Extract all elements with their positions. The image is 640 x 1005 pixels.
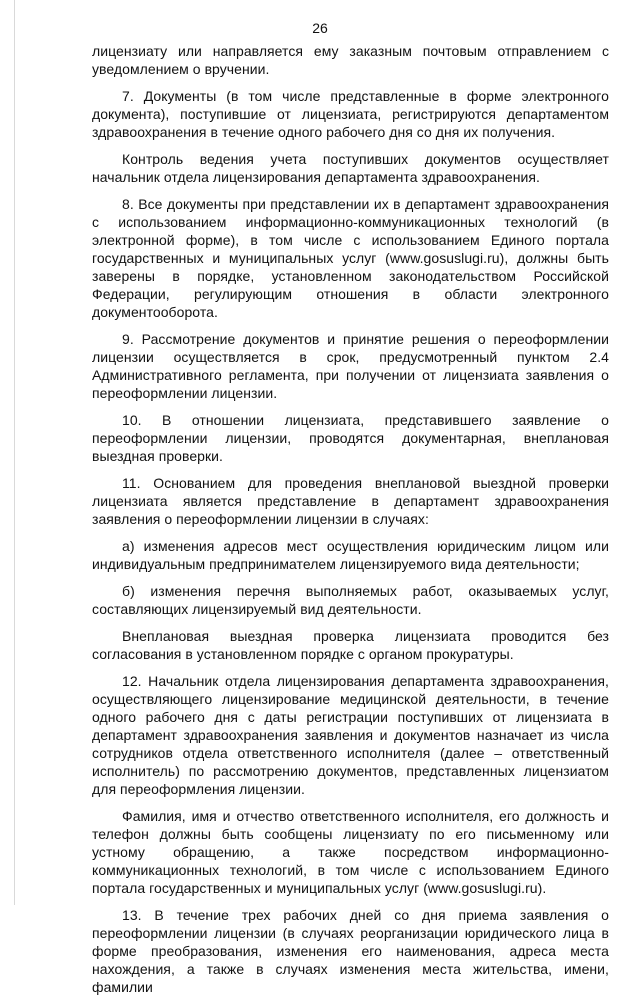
- paragraph-item-10: 10. В отношении лицензиата, представившего заявление о переоформлении лицензии, проводятся документарная, внеплановая выездная проверки.: [92, 412, 609, 464]
- paragraph-control: Контроль ведения учета поступивших документов осуществляет начальник отдела лицензирования департамента здравоохранения.: [92, 151, 609, 185]
- paragraph-item-11: 11. Основанием для проведения внеплановой выездной проверки лицензиата является представление в департамент здравоохранения заявления о переоформлении лицензии в случаях:: [92, 475, 609, 527]
- paragraph-item-13: 13. В течение трех рабочих дней со дня приема заявления о переоформлении лицензии (в случаях реорганизации юридического лица в форме преобразования, изменения его наименования, адреса места нахождения, а также в случаях изменения места жительства, имени, фамилии: [92, 907, 609, 995]
- paragraph-unscheduled-inspection: Внеплановая выездная проверка лицензиата проводится без согласования в установленном порядке с органом прокуратуры.: [92, 628, 609, 662]
- paragraph-executor-contact: Фамилия, имя и отчество ответственного исполнителя, его должность и телефон должны быть сообщены лицензиату по его письменному или устному обращению, а также посредством информационно-коммуникационных технологий, в том числе с использованием Единого портала государственных и муниципальных услуг (www.gosuslugi.ru).: [92, 808, 609, 896]
- paragraph-item-7: 7. Документы (в том числе представленные в форме электронного документа), поступившие от лицензиата, регистрируются департаментом здравоохранения в течение одного рабочего дня со дня их получения.: [92, 88, 609, 140]
- paragraph-subitem-b: б) изменения перечня выполняемых работ, оказываемых услуг, составляющих лицензируемый вид деятельности.: [92, 583, 609, 617]
- paragraph-item-9: 9. Рассмотрение документов и принятие решения о переоформлении лицензии осуществляется в срок, предусмотренный пунктом 2.4 Административного регламента, при получении от лицензиата заявления о переоформлении лицензии.: [92, 331, 609, 401]
- scan-edge-line: [14, 0, 15, 905]
- paragraph-item-8: 8. Все документы при представлении их в департамент здравоохранения с использованием информационно-коммуникационных технологий (в электронной форме), в том числе с использованием Единого портала государственных и муниципальных услуг (www.gosuslugi.ru), должны быть заверены в порядке, установленном законодательством Российской Федерации, регулирующим отношения в области электронного документооборота.: [92, 196, 609, 320]
- paragraph-continuation: лицензиату или направляется ему заказным почтовым отправлением с уведомлением о вручении.: [92, 43, 609, 77]
- paragraph-item-12: 12. Начальник отдела лицензирования департамента здравоохранения, осуществляющего лицензирование медицинской деятельности, в течение одного рабочего дня с даты регистрации поступивших от лицензиата в департамент здравоохранения заявления и документов назначает из числа сотрудников отдела ответственного исполнителя (далее – ответственный исполнитель) по рассмотрению документов, представленных лицензиатом для переоформления лицензии.: [92, 673, 609, 797]
- paragraph-subitem-a: а) изменения адресов мест осуществления юридическим лицом или индивидуальным предпринимателем лицензируемого вида деятельности;: [92, 538, 609, 572]
- document-body: [92, 42, 609, 1005]
- page-number: 26: [312, 20, 328, 36]
